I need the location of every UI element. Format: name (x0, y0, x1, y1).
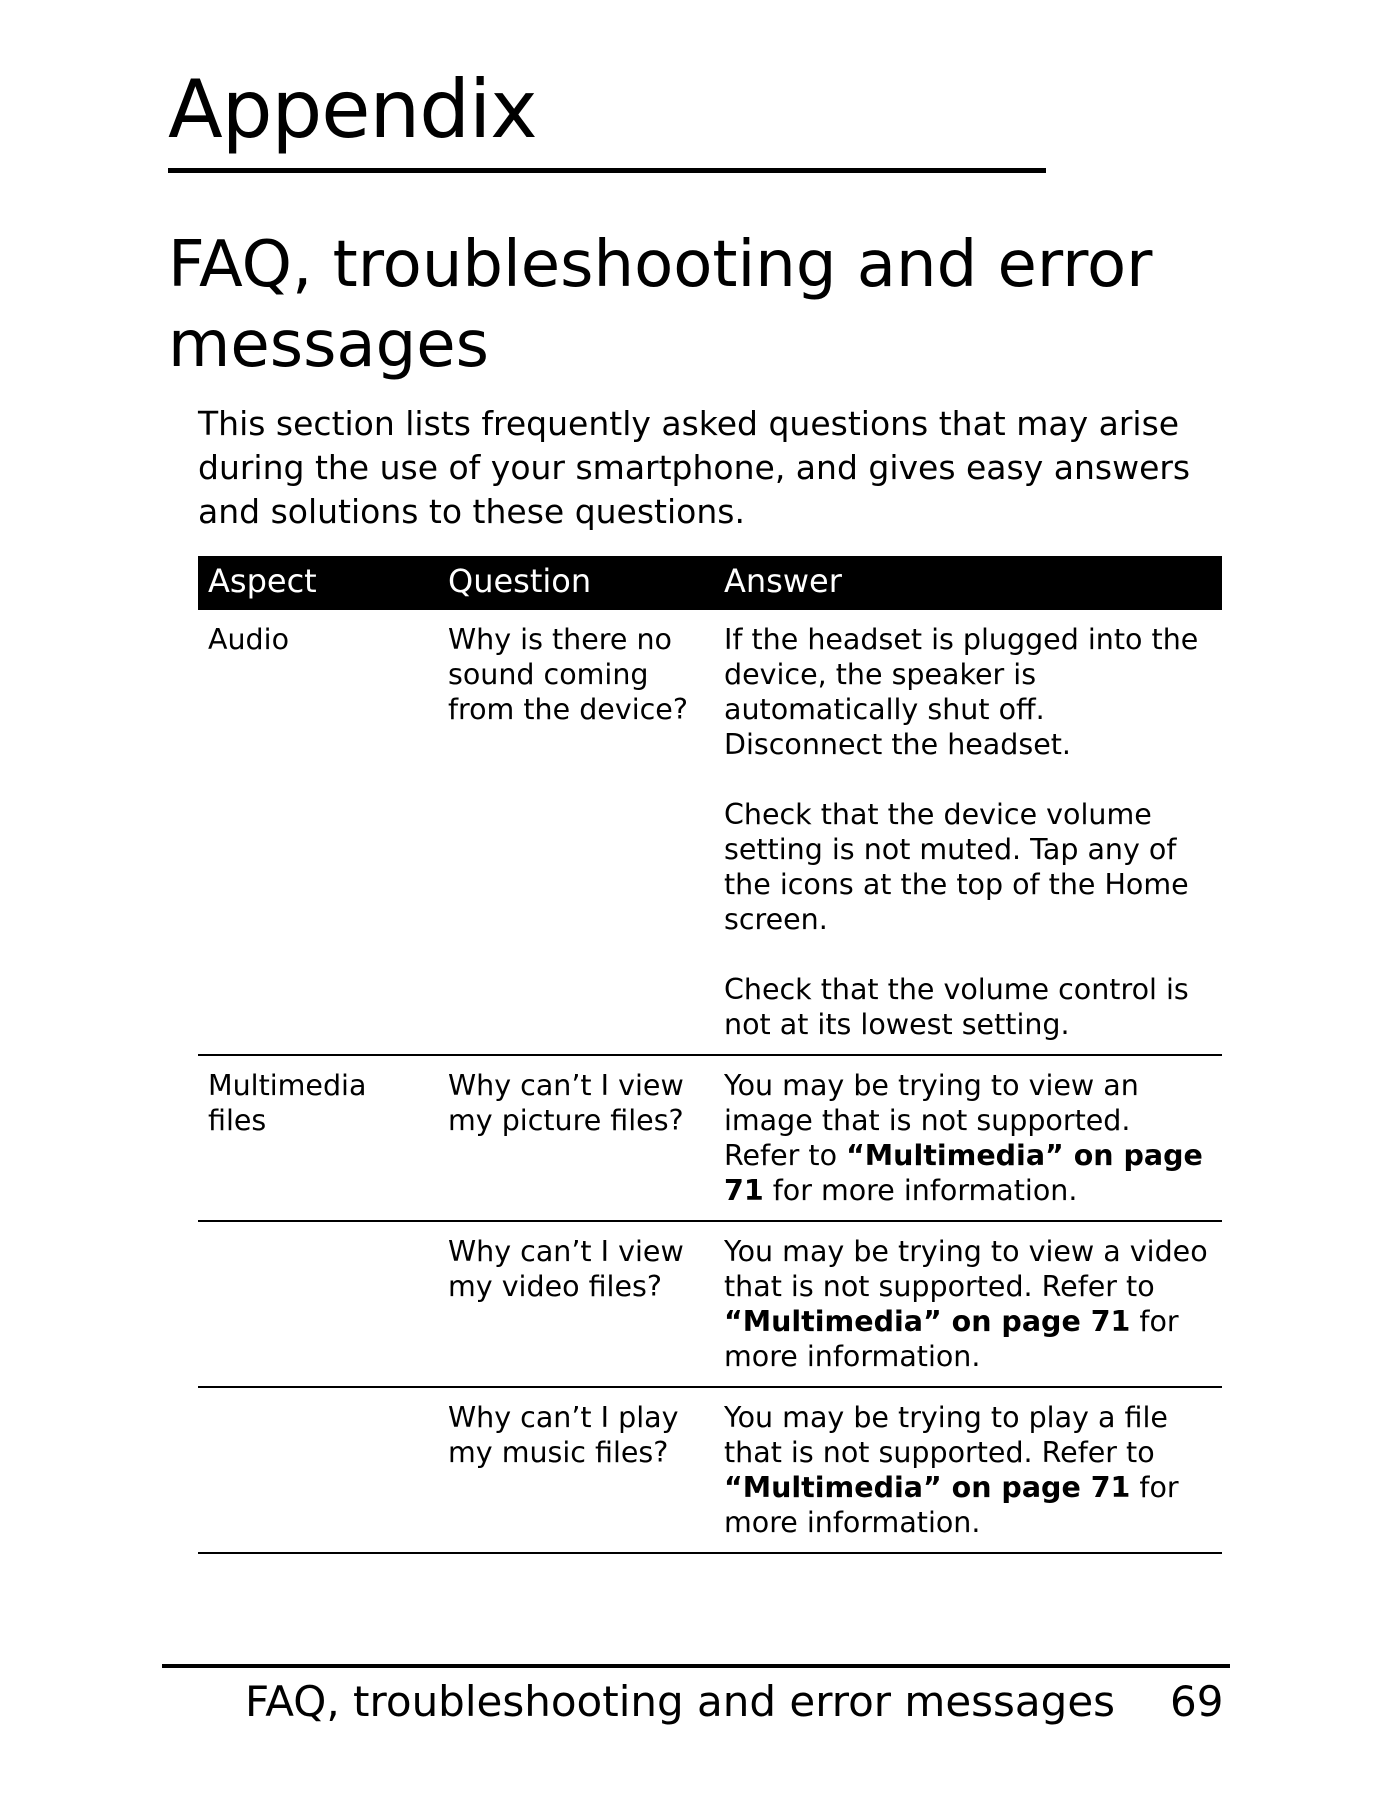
cell-aspect: Multimedia files (198, 1055, 438, 1221)
answer-text: You may be trying to view a video that is not supported. Refer to (724, 1235, 1208, 1303)
cell-aspect (198, 1221, 438, 1387)
chapter-title-rule (168, 168, 1046, 173)
cell-aspect (198, 1387, 438, 1553)
cross-reference-link[interactable]: “Multimedia” on page 71 (724, 1139, 1203, 1207)
answer-text: for more information. (724, 1305, 1179, 1373)
section-title: FAQ, troubleshooting and error messages (168, 228, 1153, 382)
answer-text: You may be trying to view an image that is not supported. Refer to (724, 1069, 1139, 1172)
cell-answer (714, 610, 1222, 1055)
footer-rule (162, 1664, 1230, 1668)
intro-paragraph: This section lists frequently asked questions that may arise during the use of your smartphone, and gives easy answers and solutions to these questions. (198, 404, 1191, 531)
cross-reference-link[interactable]: “Multimedia” on page 71 (724, 1471, 1131, 1504)
cell-question: Why is there no sound coming from the device? (438, 610, 714, 1055)
answer-paragraph: If the headset is plugged into the device, the speaker is automatically shut off. Disconnect the headset. (724, 623, 1199, 761)
faq-table (198, 556, 1222, 1554)
cell-answer (714, 1221, 1222, 1387)
cell-question: Why can’t I play my music files? (438, 1387, 714, 1553)
header-question: Question (438, 556, 714, 610)
cell-question: Why can’t I view my picture files? (438, 1055, 714, 1221)
answer-paragraph: Check that the volume control is not at its lowest setting. (724, 973, 1189, 1041)
answer-text: for more information. (724, 1471, 1179, 1539)
cell-answer (714, 1387, 1222, 1553)
cell-question: Why can’t I view my video files? (438, 1221, 714, 1387)
header-aspect: Aspect (198, 556, 438, 610)
answer-text: for more information. (763, 1174, 1078, 1207)
table-row (198, 1387, 1222, 1553)
table-row (198, 610, 1222, 1055)
table-row (198, 1055, 1222, 1221)
table-row (198, 1221, 1222, 1387)
table-header-row (198, 556, 1222, 610)
answer-text: You may be trying to play a file that is not supported. Refer to (724, 1401, 1168, 1469)
answer-paragraph: Check that the device volume setting is not muted. Tap any of the icons at the top of the Home screen. (724, 798, 1189, 936)
page-number: 69 (1170, 1677, 1224, 1726)
header-answer: Answer (714, 556, 1222, 610)
chapter-title: Appendix (168, 63, 537, 156)
footer-title: FAQ, troubleshooting and error messages (245, 1677, 1116, 1726)
cell-answer (714, 1055, 1222, 1221)
cell-aspect: Audio (198, 610, 438, 1055)
cross-reference-link[interactable]: “Multimedia” on page 71 (724, 1305, 1131, 1338)
